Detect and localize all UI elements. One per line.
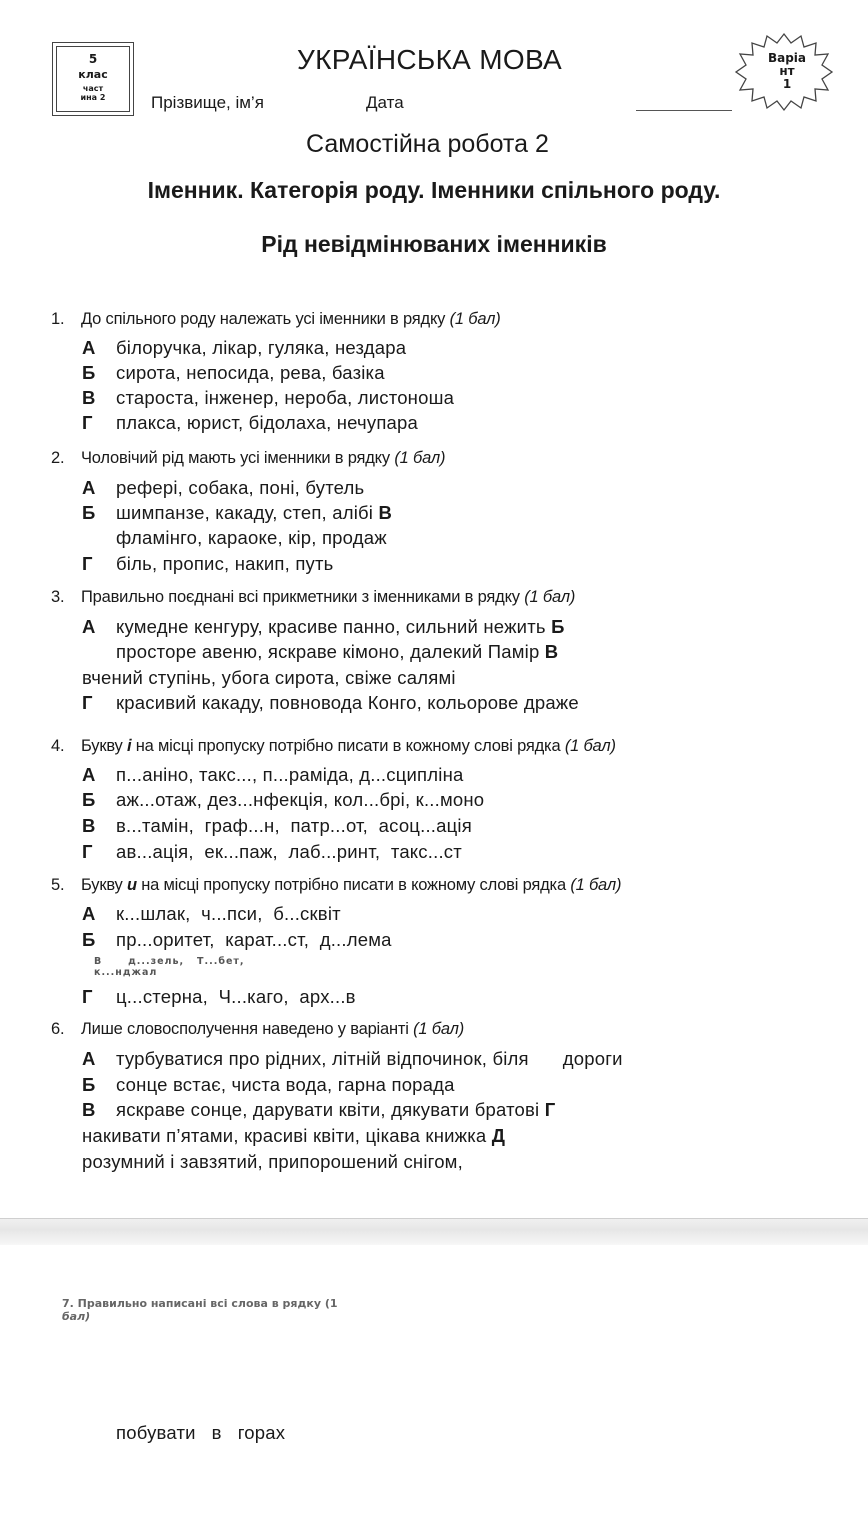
question-1: 1. До спільного роду належать усі іменники в рядку (1 бал) (51, 310, 501, 328)
option-e: розумний і завзятий, припорошений снігом, (82, 1151, 463, 1172)
part-label: част ина 2 (80, 84, 106, 102)
name-label: Прізвище, ім’я (151, 93, 264, 112)
class-number: 5 (88, 52, 98, 66)
variant-label: Варіа нт 1 (767, 51, 807, 91)
option-b: Б пр...оритет, карат...ст, д...лема (82, 929, 392, 950)
page-divider (0, 1218, 868, 1245)
option-a: А білоручка, лікар, гуляка, нездара (82, 337, 407, 358)
subject-title: УКРАЇНСЬКА МОВА (297, 44, 562, 75)
option-d: Г плакса, юрист, бідолаха, нечупара (82, 412, 419, 433)
option-c: вчений ступінь, убога сирота, свіже салямі (82, 667, 456, 688)
option-b: Б аж...отаж, дез...нфекція, кол...брі, к...моно (82, 789, 485, 810)
question-3: 3. Правильно поєднані всі прикметники з іменниками в рядку (1 бал) (51, 588, 576, 606)
option-c-small-cont: к...нджал (94, 967, 158, 978)
question-7: 7. Правильно написані всі слова в рядку (1 бал) (62, 1297, 338, 1323)
work-title: Самостійна робота 2 (306, 130, 549, 158)
class-label: клас (78, 68, 108, 81)
option-b: Б сонце встає, чиста вода, гарна порада (82, 1074, 455, 1095)
option-a: А кумедне кенгуру, красиве панно, сильний нежить Б (82, 616, 565, 637)
option-d: Г ав...ація, ек...паж, лаб...ринт, такс...ст (82, 841, 462, 862)
option-c-small: В д...зель, Т...бет, (94, 956, 245, 967)
question-5: 5. Букву и на місці пропуску потрібно писати в кожному слові рядка (1 бал) (51, 876, 622, 894)
option-d: накивати п’ятами, красиві квіти, цікава книжка Д (82, 1125, 506, 1146)
option-c: В староста, інженер, нероба, листоноша (82, 387, 455, 408)
question-6: 6. Лише словосполучення наведено у варіанті (1 бал) (51, 1020, 465, 1038)
topic-line-1: Іменник. Категорія роду. Іменники спільного роду. (147, 177, 721, 203)
date-label: Дата (366, 93, 404, 112)
option-c: В яскраве сонце, дарувати квіти, дякувати братові Г (82, 1099, 556, 1120)
phrase-line: побувати в горах (116, 1422, 286, 1443)
option-d: Г біль, пропис, накип, путь (82, 553, 334, 574)
class-box (52, 42, 134, 116)
option-c: В в...тамін, граф...н, патр...от, асоц...ація (82, 815, 472, 836)
option-d: Г ц...стерна, Ч...каго, арх...в (82, 986, 356, 1007)
fill-line (636, 110, 732, 111)
option-a: А п...аніно, такс..., п...раміда, д...сципліна (82, 764, 464, 785)
option-c: фламінго, караоке, кір, продаж (116, 527, 387, 548)
option-b: Б шимпанзе, какаду, степ, алібі В (82, 502, 393, 523)
option-a: А рефері, собака, поні, бутель (82, 477, 365, 498)
topic-line-2: Рід невідмінюваних іменників (261, 231, 607, 257)
question-2: 2. Чоловічий рід мають усі іменники в рядку (1 бал) (51, 449, 446, 467)
option-b: просторе авеню, яскраве кімоно, далекий Памір В (116, 641, 559, 662)
option-a: А турбуватися про рідних, літній відпочинок, біля дороги (82, 1048, 623, 1069)
option-b: Б сирота, непосида, рева, базіка (82, 362, 385, 383)
question-4: 4. Букву і на місці пропуску потрібно писати в кожному слові рядка (1 бал) (51, 737, 616, 755)
option-a: А к...шлак, ч...пси, б...сквіт (82, 903, 341, 924)
option-d: Г красивий какаду, повновода Конго, кольорове драже (82, 692, 579, 713)
